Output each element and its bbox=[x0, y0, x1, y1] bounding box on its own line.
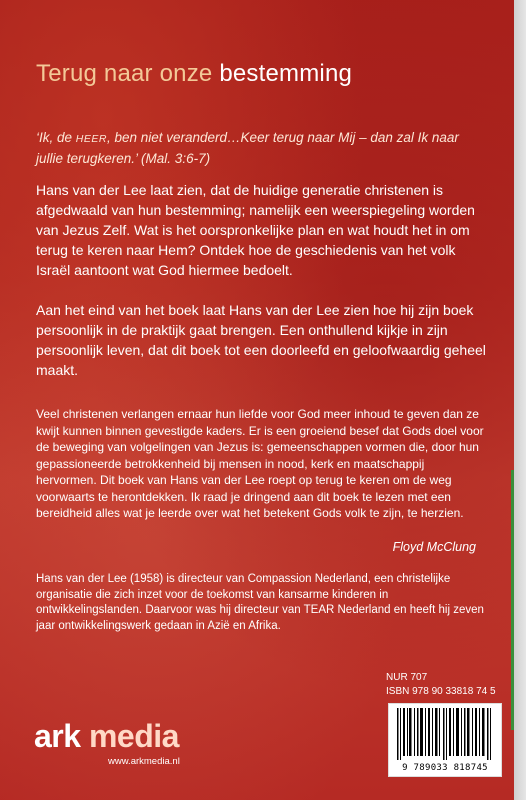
barcode bbox=[388, 703, 502, 777]
title-part2: bestemming bbox=[219, 60, 353, 87]
barcode-digits: 9 789033 818745 bbox=[402, 763, 488, 773]
endorser-name: Floyd McClung bbox=[392, 540, 476, 554]
barcode-bars bbox=[395, 708, 495, 760]
isbn-code: ISBN 978 90 33818 74 5 bbox=[386, 686, 496, 697]
publisher-url: www.arkmedia.nl bbox=[108, 756, 180, 767]
quote-pre: ‘Ik, de bbox=[36, 130, 76, 145]
nur-code: NUR 707 bbox=[386, 672, 428, 683]
logo-part2: media bbox=[88, 718, 179, 754]
logo-part1: ark bbox=[34, 718, 89, 754]
description-paragraph-2: Aan het eind van het boek laat Hans van der Lee zien hoe hij zijn boek persoonlijk in de praktijk gaat brengen. Een onthullend kijkje in zijn persoonlijk leven, dat dit boek tot een doorleefd en geloofwaardig geheel maakt. bbox=[36, 302, 486, 378]
author-bio: Hans van der Lee (1958) is directeur van Compassion Nederland, een christelijke organisatie die zich inzet voor de toekomst van kansarme kinderen in ontwikkelingslanden. Daarvoor was hij directeur van TEAR Nederland en heeft hij zeven jaar ontwikkelingswerk gedaan in Azië en Afrika. bbox=[36, 573, 484, 632]
book-title bbox=[36, 60, 352, 88]
page-edge bbox=[514, 0, 526, 800]
bible-quote bbox=[36, 128, 466, 168]
ark-media-logo bbox=[34, 718, 179, 755]
quote-post: , ben niet veranderd…Keer terug naar Mij – dan zal Ik naar jullie terugkeren.’ (Mal. 3:6-7) bbox=[36, 130, 459, 166]
edge-mark bbox=[511, 470, 514, 730]
description-paragraph-1: Hans van der Lee laat zien, dat de huidige generatie christenen is afgedwaald van hun bestemming; namelijk een weerspiegeling worden van Jezus Zelf. Wat is het oorspronkelijke plan en wat houdt het in om terug te keren naar Hem? Ontdek hoe de geschiedenis van het volk Israël aantoont wat God hiermee bedoelt. bbox=[36, 182, 475, 278]
title-part1: Terug naar onze bbox=[36, 60, 220, 87]
endorsement-text: Veel christenen verlangen ernaar hun liefde voor God meer inhoud te geven dan ze kwijt kunnen binnen gevestigde kaders. Er is een groeiend besef dat Gods doel voor de beweging van volgelingen van Jezus is: gemeenschappen vormen die, door hun gepassioneerde betrokkenheid bij mensen in nood, kerk en maatschappij hervormen. Dit boek van Hans van der Lee roept op terug te keren om de weg voorwaarts te herontdekken. Ik raad je dringend aan dit boek te lezen met een bereidheid alles wat je leerde over wat het betekent Gods volk te zijn, te herzien. bbox=[36, 407, 484, 520]
quote-smallcaps: HEER bbox=[75, 133, 107, 145]
